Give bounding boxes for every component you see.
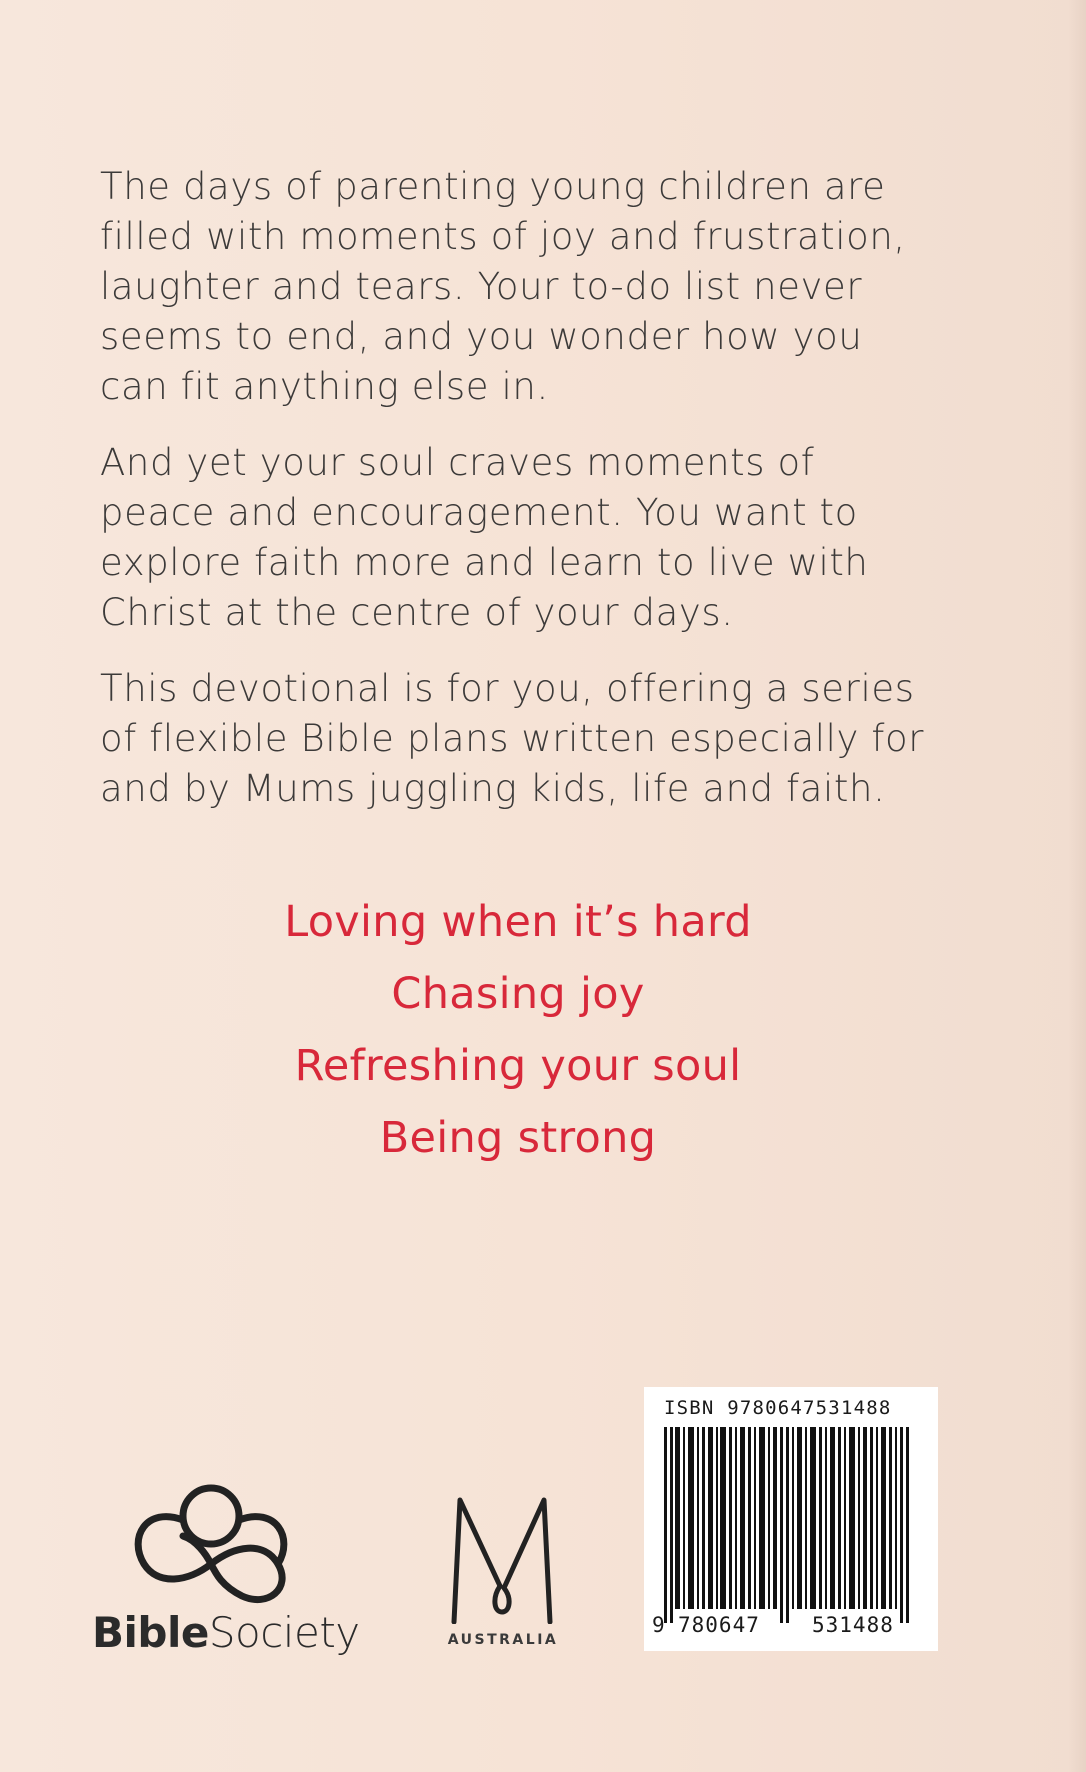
barcode-group-2: 531488 xyxy=(812,1613,894,1637)
blurb-paragraph-3: This devotional is for you, offering a series of flexible Bible plans written especially for and by Mums juggling kids, life and faith. xyxy=(100,667,925,810)
plan-list xyxy=(0,886,1036,1174)
isbn-label: ISBN 9780647531488 xyxy=(664,1397,892,1419)
wordmark-bible: Bible xyxy=(92,1608,209,1657)
blurb-paragraph-1: The days of parenting young children are filled with moments of joy and frustration, laughter and tears. Your to-do list never seems to end, and you wonder how you can fit anything else in. xyxy=(100,165,906,408)
blurb-text xyxy=(100,162,960,814)
plan-item-loving: Loving when it’s hard xyxy=(284,897,752,947)
barcode-lead-digit: 9 xyxy=(652,1613,666,1637)
m-monogram-icon xyxy=(440,1494,566,1624)
wordmark-society: Society xyxy=(208,1608,360,1657)
barcode-icon xyxy=(664,1427,920,1623)
barcode-panel xyxy=(644,1387,938,1651)
publisher-label: AUSTRALIA xyxy=(447,1632,559,1648)
interlocking-rings-icon xyxy=(126,1478,296,1608)
cover-edge-shading xyxy=(1068,0,1086,1772)
plan-item-refreshing: Refreshing your soul xyxy=(294,1041,742,1091)
publisher-logo xyxy=(440,1494,566,1654)
bible-society-logo xyxy=(92,1478,360,1658)
bible-society-wordmark xyxy=(92,1608,360,1657)
plan-item-strong: Being strong xyxy=(379,1113,657,1163)
barcode-group-1: 780647 xyxy=(678,1613,760,1637)
blurb-paragraph-2: And yet your soul craves moments of peace and encouragement. You want to explore faith more and learn to live with Christ at the centre of your days. xyxy=(100,441,869,634)
plan-item-joy: Chasing joy xyxy=(391,969,645,1019)
